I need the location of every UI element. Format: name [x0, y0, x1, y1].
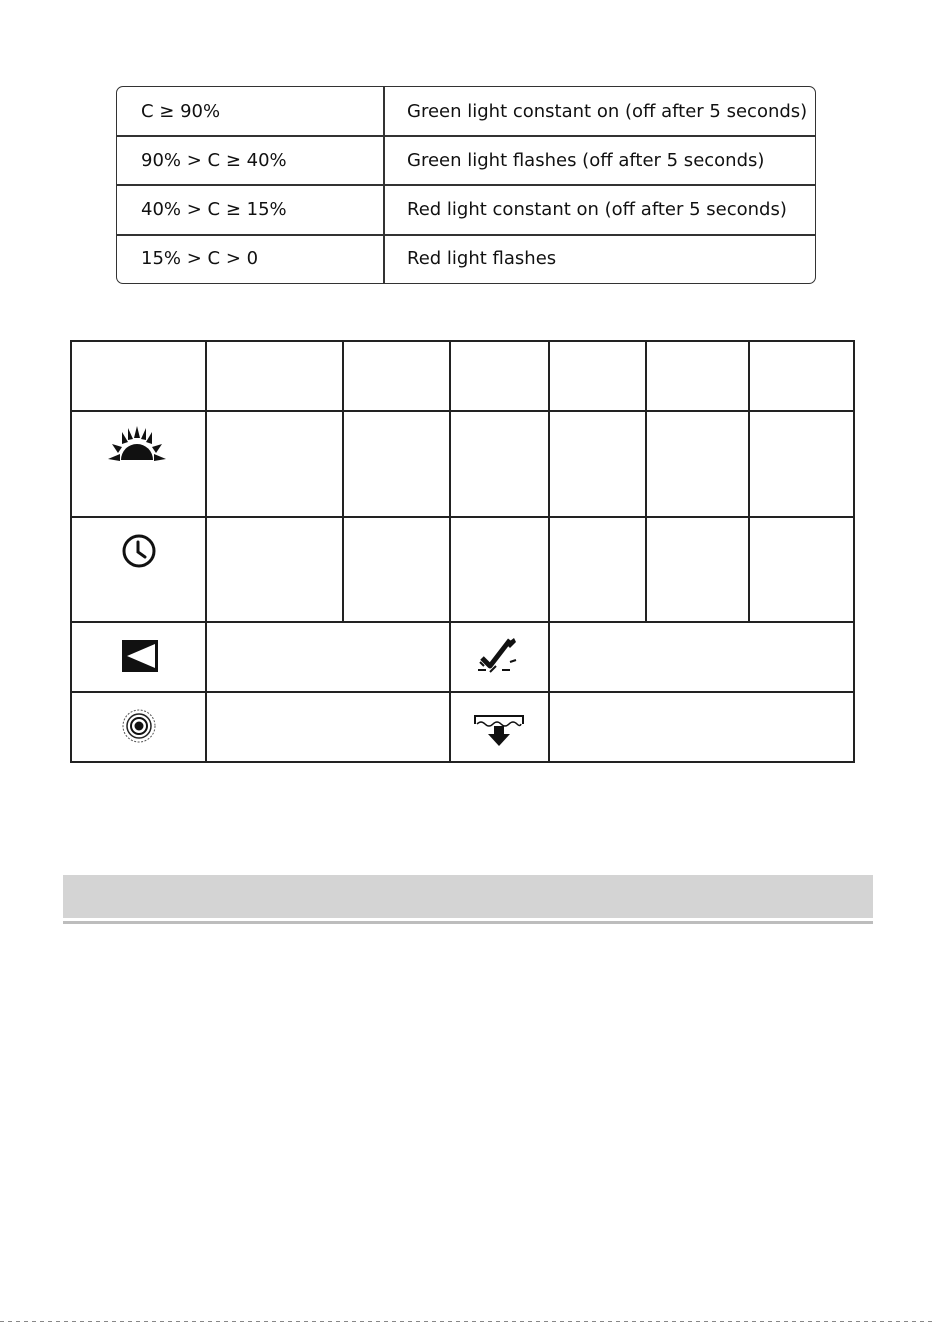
row-divider — [70, 410, 855, 412]
column-divider — [645, 340, 647, 621]
row-divider — [70, 621, 855, 623]
table-row — [117, 136, 815, 185]
table-border — [70, 340, 72, 763]
column-divider — [548, 340, 550, 763]
battery-level: 90% > C ≥ 40% — [141, 150, 287, 171]
battery-level: 40% > C ≥ 15% — [141, 199, 287, 220]
light-status: Red light flashes — [407, 248, 557, 269]
table-border — [70, 340, 855, 342]
table-row — [117, 185, 815, 234]
table-row — [117, 234, 815, 283]
row-divider — [70, 516, 855, 518]
battery-level: C ≥ 90% — [141, 101, 221, 122]
section-heading-bar — [63, 875, 873, 918]
battery-level: 15% > C > 0 — [141, 248, 259, 269]
column-divider — [205, 340, 207, 763]
light-status: Green light flashes (off after 5 seconds) — [407, 150, 765, 171]
section-divider — [63, 921, 873, 924]
table-border — [853, 340, 855, 763]
clock-icon — [121, 533, 157, 569]
pen-check-icon — [476, 636, 518, 674]
width-wedge-icon — [122, 640, 158, 672]
page-bottom-rule — [0, 1321, 933, 1322]
depth-arrow-icon — [473, 714, 525, 748]
target-rings-icon — [121, 708, 157, 744]
row-divider — [70, 691, 855, 693]
table-row — [117, 87, 815, 136]
battery-indicator-table — [116, 86, 816, 284]
settings-grid-table — [70, 340, 855, 763]
column-divider — [748, 340, 750, 621]
light-status: Red light constant on (off after 5 seconds) — [407, 199, 787, 220]
column-divider — [449, 340, 451, 763]
sun-icon — [108, 426, 166, 462]
column-divider — [342, 340, 344, 621]
light-status: Green light constant on (off after 5 seconds) — [407, 101, 808, 122]
table-border — [70, 761, 855, 763]
